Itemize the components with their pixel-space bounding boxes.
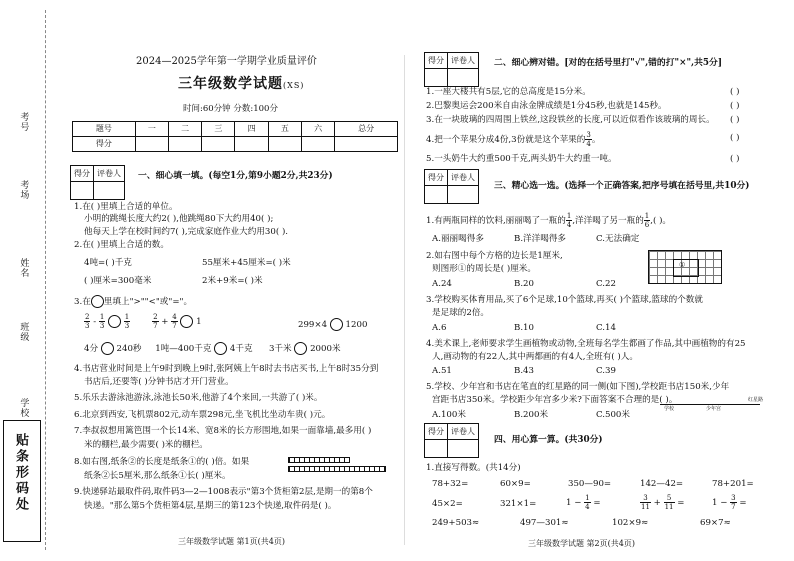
s3-q2-opt-a: A.24 — [432, 279, 452, 289]
grader-box-1: 得分 评卷人 — [70, 165, 125, 200]
table-cell: 得分 — [73, 137, 136, 152]
section1-title: 一、细心填一填。(每空1分,第9小题2分,共23分) — [138, 171, 333, 181]
s1-q1a: 小明的跳绳长度大约2( ),他跳绳80下大约用40( ); — [84, 214, 274, 224]
calc-5: 78+201= — [712, 479, 754, 489]
s3-q1-opt-a: A.丽丽喝得多 — [432, 234, 484, 244]
s3-q2a: 2.如右图中每个方格的边长是1厘米, — [426, 251, 563, 261]
s1-q5: 5.乐乐去游泳池游泳,泳池长50米,他游了4个来回,一共游了( )米。 — [74, 393, 323, 403]
table-cell: 六 — [301, 122, 334, 137]
s2-q2: 2.巴黎奥运会200米自由泳金牌成绩是1分45秒,也就是145秒。 — [426, 101, 667, 111]
strip-2-figure — [288, 466, 386, 472]
s2-q1-paren: ( ) — [730, 87, 740, 97]
table-cell: 四 — [235, 122, 268, 137]
calc-2: 60×9= — [500, 479, 531, 489]
s1-q7b: 米的棚栏,最少需要( )米的棚栏。 — [84, 440, 208, 450]
strip-1-figure — [288, 457, 350, 463]
exam-header-title: 2024—2025学年第一学期学业质量评价 — [136, 56, 317, 67]
compare-circle — [91, 295, 104, 308]
s3-q3-opt-a: A.6 — [432, 323, 447, 333]
footer-page-2: 三年级数学试题 第2页(共4页) — [528, 539, 635, 548]
binding-margin — [0, 0, 58, 561]
s1-q9a: 9.快递驿站最取件码,取件码3—2—1008表示"第3个货柜第2层,是期一的第8个 — [74, 487, 373, 497]
table-cell: 五 — [268, 122, 301, 137]
s3-q1: 1.有两瓶同样的饮料,丽丽喝了一瓶的 $\frac{1}{4}$ ,洋洋喝了另一瓶的 $\frac{1}{6}$ ,( )。 — [426, 212, 672, 229]
s2-q3: 3.在一块玻璃的四周围上铁丝,这段铁丝的长度,可以近似看作该玻璃的周长。 — [426, 115, 715, 125]
s2-q5: 5.一头奶牛大约重500千克,两头奶牛大约重一吨。 — [426, 154, 617, 164]
s3-q4b: 人,画动物的有22人,其中两都画的有4人,全班有( )人。 — [432, 352, 638, 362]
s3-q1-opt-c: C.无法确定 — [596, 234, 640, 244]
grader-box-2: 得分 评卷人 — [424, 52, 479, 87]
s3-q4-opt-c: C.39 — [596, 366, 616, 376]
s2-q5-paren: ( ) — [730, 154, 740, 164]
cut-line — [45, 10, 46, 550]
s3-q2-opt-b: B.20 — [514, 279, 534, 289]
table-cell: 三 — [202, 122, 235, 137]
table-cell: 二 — [169, 122, 202, 137]
s3-q5-opt-c: C.500米 — [596, 410, 630, 420]
exam-subject-title: 三年级数学试题(XS) — [178, 76, 305, 92]
calc-9: $\frac{3}{11}$ + $\frac{5}{11}$ = — [641, 494, 685, 511]
fig-label-youth-palace: 少年宫 — [706, 406, 722, 412]
calc-7: 321×1= — [500, 499, 537, 509]
barcode-box: 贴条形码处 — [3, 420, 41, 542]
shape-outline — [673, 259, 699, 277]
section2-title: 二、细心辨对错。[对的在括号里打"√",错的打"×",共5分] — [494, 58, 722, 68]
s2-q4: 4.把一个苹果分成4份,3份就是这个苹果的 $\frac{3}{4}$ 。 — [426, 131, 601, 148]
footer-page-1: 三年级数学试题 第1页(共4页) — [178, 537, 285, 546]
page-divider — [404, 55, 405, 545]
calc-1: 78+32= — [432, 479, 469, 489]
road-figure — [660, 404, 760, 405]
s3-q4-opt-b: B.43 — [514, 366, 534, 376]
s1-q7a: 7.李叔叔想用篱笆围一个长14米、宽8米的长方形围地,如果一面靠墙,最多用( ) — [74, 426, 372, 436]
s2-q1: 1.一座大楼共有5层,它的总高度是15分米。 — [426, 87, 591, 97]
s1-q2c: ( )厘米=300毫米 — [84, 276, 152, 286]
s1-q8a: 8.如右图,纸条②的长度是纸条①的( )倍。如果 — [74, 457, 250, 467]
table-cell: 一 — [135, 122, 168, 137]
s1-q3: 3.在 里填上">""<"或"="。 — [74, 297, 193, 307]
fig-label-road: 红星路 — [748, 397, 764, 403]
s3-q3b: 是足球的2倍。 — [432, 308, 490, 318]
exam-room-label: 考场 — [18, 180, 29, 200]
s1-q2a: 4吨=( )千克 — [84, 258, 132, 268]
s1-q6: 6.北京到西安,飞机票802元,动车票298元,坐飞机比坐动车贵( )元。 — [74, 410, 331, 420]
s1-q4a: 4.书店营业时间是上午9时到晚上9时,张阿姨上午8时去书店买书,上午8时35分到 — [74, 364, 379, 374]
calc-3: 350—90= — [568, 479, 612, 489]
s2-q4-paren: ( ) — [730, 133, 740, 143]
s1-q1: 1.在( )里填上合适的单位。 — [74, 202, 178, 212]
s1-q4b: 书店后,还要等( )分钟书店才开门营业。 — [84, 377, 234, 387]
time-score-line: 时间:60分钟 分数:100分 — [183, 104, 278, 114]
calc-11: 249+503≈ — [432, 518, 480, 528]
school-label: 学校 — [18, 398, 29, 418]
score-table-header-row — [73, 122, 398, 137]
grader-box-3: 得分 评卷人 — [424, 169, 479, 204]
section4-title: 四、用心算一算。(共30分) — [494, 435, 603, 445]
section3-title: 三、精心选一选。(选择一个正确答案,把序号填在括号里,共10分) — [494, 181, 750, 191]
calc-4: 142—42= — [640, 479, 684, 489]
s1-q3-row2: 4分 240秒 1吨—400千克 4千克 3千米 2000米 — [84, 344, 341, 354]
s3-q5b: 宫距书店350米。学校距少年宫多少米?下面答案不合理的是( )。 — [432, 395, 678, 405]
shape-label: ① — [679, 261, 686, 269]
s3-q3-opt-b: B.10 — [514, 323, 534, 333]
s1-q1b: 他每天上学在校时间约7( ),完成家庭作业大约用30( ). — [84, 227, 289, 237]
s3-q2-opt-c: C.22 — [596, 279, 616, 289]
s1-q2: 2.在( )里填上合适的数。 — [74, 240, 169, 250]
calc-8: 1 − $\frac{1}{4}$ = — [566, 494, 601, 511]
s3-q5-opt-b: B.200米 — [514, 410, 549, 420]
calc-12: 497—301≈ — [520, 518, 569, 528]
s3-q3a: 3.学校购买体育用品,买了6个足球,10个篮球,再买( )个篮球,篮球的个数就 — [426, 295, 703, 305]
grader-box-4: 得分 评卷人 — [424, 423, 479, 458]
s1-q3-row1: $\frac{2}{3}$ - $\frac{1}{3}$ $\frac{1}{3}$ $\frac{2}{7}$ + $\frac{4}{7}$ 1 — [85, 313, 202, 330]
s2-q2-paren: ( ) — [730, 101, 740, 111]
grid-figure — [648, 250, 722, 284]
table-cell: 总分 — [335, 122, 398, 137]
s1-q8b: 纸条②长5厘米,那么纸条①长( )厘米。 — [84, 471, 231, 481]
calc-10: 1 − $\frac{3}{7}$ = — [712, 494, 747, 511]
score-table-score-row — [73, 137, 398, 152]
calc-13: 102×9≈ — [612, 518, 649, 528]
score-table — [72, 121, 398, 152]
s3-q3-opt-c: C.14 — [596, 323, 616, 333]
s3-q4a: 4.美术课上,老师要求学生画植物或动物,全班每名学生都画了作品,其中画植物的有25 — [426, 339, 746, 349]
class-label: 班级 — [18, 322, 29, 342]
s3-q4-opt-a: A.51 — [432, 366, 452, 376]
s3-q2b: 则图形①的周长是( )厘米。 — [432, 264, 536, 274]
table-cell: 题号 — [73, 122, 136, 137]
calc-14: 69×7≈ — [700, 518, 731, 528]
fig-label-school: 学校 — [664, 406, 675, 412]
s4-q1: 1.直接写得数。(共14分) — [426, 463, 521, 473]
calc-6: 45×2= — [432, 499, 463, 509]
s3-q1-opt-b: B.洋洋喝得多 — [514, 234, 567, 244]
s1-q3-row1-right: 299×4 1200 — [298, 320, 368, 330]
s1-q2b: 55厘米+45厘米=( )米 — [202, 258, 291, 268]
s1-q9b: 快递。"那么第5个货柜第4层,星期三的第123个快递,取件码是( )。 — [84, 501, 337, 511]
s2-q3-paren: ( ) — [730, 115, 740, 125]
s1-q2d: 2米+9米=( )米 — [202, 276, 263, 286]
s3-q5-opt-a: A.100米 — [432, 410, 466, 420]
exam-number-label: 考号 — [18, 112, 29, 132]
name-label: 姓名 — [18, 258, 29, 278]
s3-q5a: 5.学校、少年宫和书店在笔直的红星路的同一侧(如下图),学校距书店150米,少年 — [426, 382, 730, 392]
